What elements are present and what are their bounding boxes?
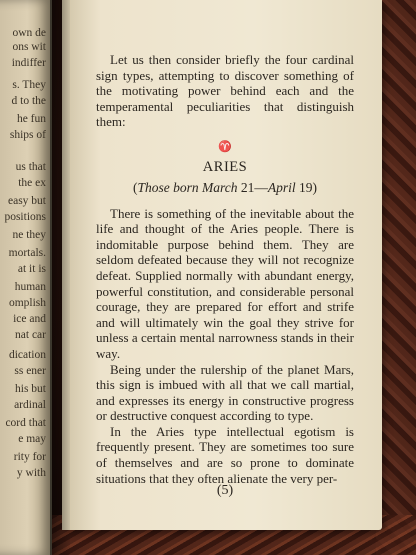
left-page-text-fragment: ships of bbox=[9, 129, 46, 141]
body-paragraph: There is something of the inevitable about the life and thought of the Aries people. There is indomitable purpose behind them. They are seldom defeated because they will not recognize defeat. Supplied normally with abundant energy, powerful constitution, and considerable personal courage, they are prepared for effort and strife and will ultimately win the goal they strive for unless a certain mental narrowness stands in their way. bbox=[96, 205, 354, 361]
body-paragraph: In the Aries type intellectual egotism is frequently present. They are sometimes too sure of themselves and are so prone to dominate situations that they often alienate the very per- bbox=[96, 423, 354, 486]
page-text bbox=[96, 52, 354, 486]
left-page-text-fragment: us that bbox=[15, 161, 46, 173]
left-page-text-fragment: human bbox=[14, 281, 46, 293]
left-page-text-fragment: nat car bbox=[15, 329, 46, 341]
left-page-text-fragment: ne they bbox=[12, 229, 46, 241]
left-page-text-fragment: ons wit bbox=[12, 41, 46, 53]
left-page-text-fragment: cord that bbox=[5, 417, 46, 429]
left-page-text-fragment: his but bbox=[15, 383, 46, 395]
left-page-text-fragment: rity for bbox=[13, 451, 46, 463]
body-paragraph: Being under the rulership of the planet Mars, this sign is imbued with all that we call martial, and expresses its energy in constructive progress or destructive conquest according to type. bbox=[96, 361, 354, 424]
page-number: (5) bbox=[216, 483, 234, 498]
left-page-text-fragment: d to the bbox=[11, 95, 46, 107]
book-gutter bbox=[50, 0, 70, 555]
left-page-text-fragment: ice and bbox=[13, 313, 46, 325]
left-page-text-fragment: dication bbox=[8, 349, 46, 361]
left-page-text-fragment: e may bbox=[18, 433, 46, 445]
left-page-text-fragment: he fun bbox=[16, 113, 46, 125]
left-page-text-fragment: easy but bbox=[7, 195, 46, 207]
left-page-text-fragment: at it is bbox=[17, 263, 46, 275]
left-page-text-fragment: s. They bbox=[12, 79, 46, 91]
rug-pattern-right bbox=[376, 0, 416, 555]
left-page-text-fragment: ss ener bbox=[14, 365, 46, 377]
intro-paragraph: Let us then consider briefly the four cardinal sign types, attempting to discover something of the motivating power behind each and the temperamental peculiarities that distinguish them: bbox=[96, 52, 354, 130]
left-page-text-fragment: y with bbox=[16, 467, 46, 479]
left-page-text-fragment: own de bbox=[12, 27, 46, 39]
aries-symbol: ♈ bbox=[218, 140, 232, 153]
section-heading: ARIES bbox=[202, 158, 248, 175]
left-page-text-fragment: omplish bbox=[8, 297, 46, 309]
left-page-text-fragment: the ex bbox=[18, 177, 46, 189]
left-page-text-fragment: positions bbox=[4, 211, 46, 223]
left-page bbox=[0, 0, 52, 555]
left-page-text-fragment: ardinal bbox=[14, 399, 46, 411]
left-page-text-fragment: indiffer bbox=[11, 57, 46, 69]
section-subheading: (Those born March 21—April 19) bbox=[132, 179, 317, 195]
left-page-text-fragment: mortals. bbox=[8, 247, 46, 259]
